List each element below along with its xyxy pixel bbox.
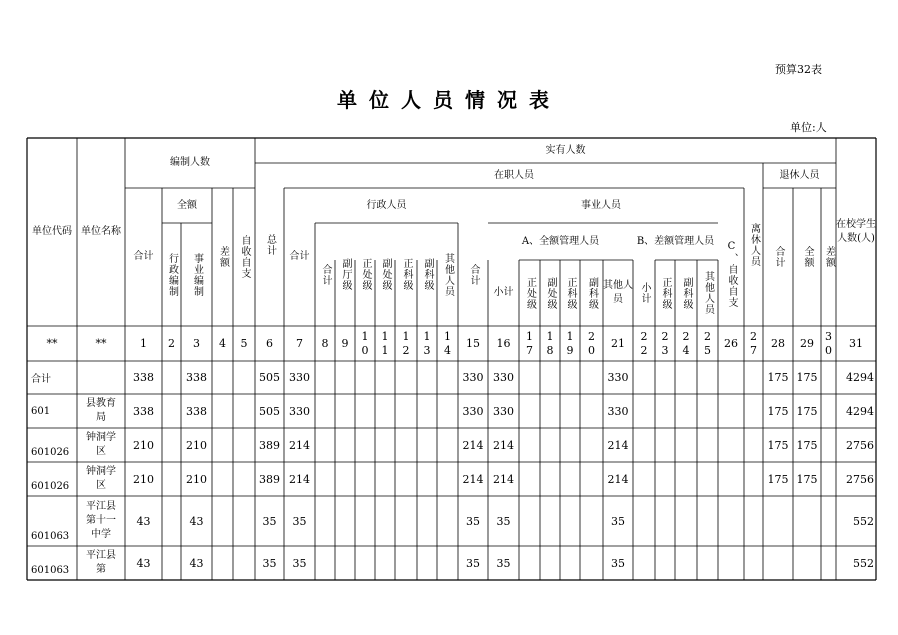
row-value-c7: 35 [292, 514, 307, 528]
row-value-c7: 214 [289, 472, 310, 486]
index-cell: 30 [822, 329, 835, 358]
header-full-funding: 全额 [177, 199, 197, 211]
row-value-c1: 43 [136, 514, 151, 528]
index-cell: 19 [563, 329, 577, 358]
row-unit-name: 钟洞学区 [86, 432, 116, 457]
row-value-c31: 552 [853, 556, 874, 570]
row-value-c16: 35 [496, 556, 511, 570]
index-cell: 14 [441, 329, 454, 358]
row-value-c21: 330 [607, 371, 629, 384]
row-value-c6: 505 [259, 404, 280, 418]
index-cell: 24 [679, 329, 693, 358]
header-public-staff: 事业人员 [581, 199, 621, 211]
header-grand-total: 总计 [264, 233, 276, 256]
index-cell: 11 [378, 329, 392, 358]
row-value-c6: 389 [259, 438, 280, 452]
row-unit-name: 钟洞学区 [86, 466, 116, 491]
row-value-c3: 43 [189, 556, 204, 570]
row-unit-code: 601063 [31, 531, 70, 542]
header-retired-diff: 差额 [823, 246, 835, 268]
header-b-subtotal: 小计 [639, 282, 650, 304]
header-group-c: C、自收自支 [726, 241, 737, 308]
row-value-c15: 214 [462, 472, 484, 486]
index-cell: 18 [543, 329, 557, 358]
page-title: 单位人员情况表 [337, 88, 561, 112]
header-admin-staff: 行政人员 [366, 199, 407, 211]
row-value-c28: 175 [767, 404, 789, 418]
header-group-a: A、全额管理人员 [521, 235, 600, 247]
row-value-c1: 338 [133, 371, 154, 384]
row-unit-code: 601026 [31, 481, 70, 492]
header-admin-total: 合计 [320, 263, 331, 286]
index-cell: 17 [523, 329, 536, 358]
header-division-chief: 正处级 [360, 258, 371, 291]
header-deputy-bureau: 副厅级 [340, 258, 351, 291]
index-cell: 7 [296, 337, 303, 350]
index-cell: 6 [266, 337, 273, 350]
header-students: 在校学生人数(人) [836, 219, 876, 244]
index-cell: 27 [747, 329, 760, 358]
header-unit-name: 单位名称 [81, 226, 121, 237]
row-value-c3: 338 [186, 404, 207, 418]
budget-table-number: 预算32表 [775, 63, 822, 76]
row-value-c29: 175 [796, 404, 818, 418]
row-value-c21: 35 [611, 514, 625, 528]
row-value-c29: 175 [796, 472, 818, 486]
row-value-c28: 175 [767, 472, 789, 486]
header-staffing-total: 合计 [133, 251, 154, 262]
header-in-service-total: 合计 [289, 251, 310, 262]
row-value-c6: 35 [262, 514, 277, 528]
row-value-c31: 2756 [846, 438, 874, 452]
row-value-c31: 4294 [846, 404, 874, 418]
row-value-c3: 210 [186, 438, 207, 452]
index-cell: 5 [240, 337, 248, 350]
row-unit-code: 601 [31, 405, 51, 417]
header-actual: 实有人数 [545, 144, 586, 156]
row-value-c1: 43 [136, 556, 151, 570]
row-value-c7: 330 [289, 404, 310, 418]
header-retired-full: 全额 [802, 246, 813, 268]
index-cell: 9 [341, 337, 349, 350]
index-cell: 22 [637, 329, 651, 358]
row-value-c7: 214 [289, 438, 310, 452]
row-value-c31: 2756 [846, 472, 874, 486]
row-value-c21: 214 [607, 438, 629, 452]
header-admin-other: 其他人员 [442, 252, 454, 297]
header-retired: 退休人员 [779, 169, 820, 181]
row-value-c1: 338 [133, 404, 154, 418]
header-a-division-chief: 正处级 [524, 276, 536, 310]
index-cell: 29 [800, 337, 814, 350]
row-value-c15: 330 [462, 371, 484, 384]
index-cell: 28 [771, 337, 785, 350]
index-cell: 10 [358, 329, 372, 358]
index-cell: 21 [611, 337, 625, 350]
index-cell: 4 [219, 337, 226, 350]
row-value-c31: 552 [853, 514, 874, 528]
header-in-service: 在职人员 [494, 169, 534, 181]
row-unit-code: 合计 [31, 374, 51, 385]
row-value-c6: 505 [259, 371, 280, 384]
index-cell: 23 [658, 329, 672, 358]
header-group-b: B、差额管理人员 [636, 235, 715, 247]
row-value-c16: 330 [493, 404, 514, 418]
index-cell: 20 [585, 329, 598, 358]
index-cell: 16 [496, 337, 511, 350]
row-value-c15: 330 [462, 404, 484, 418]
row-value-c16: 214 [493, 472, 514, 486]
header-admin-staffing: 行政编制 [166, 252, 178, 297]
row-value-c16: 214 [493, 438, 514, 452]
header-a-deputy-section: 副科级 [586, 276, 598, 310]
row-value-c15: 35 [466, 556, 480, 570]
header-public-total: 合计 [468, 263, 479, 286]
index-cell: 26 [724, 337, 738, 350]
header-unit-code: 单位代码 [32, 226, 72, 237]
header-self-funded: 自收自支 [239, 235, 250, 279]
index-cell: 3 [193, 337, 200, 350]
header-a-deputy-division: 副处级 [545, 276, 556, 310]
row-value-c7: 330 [289, 371, 310, 384]
row-unit-code: 601063 [31, 565, 70, 576]
row-value-c21: 214 [607, 472, 629, 486]
index-cell: 13 [420, 329, 434, 358]
index-cell: 12 [399, 329, 413, 358]
header-public-staffing: 事业编制 [191, 252, 203, 297]
header-retired-total: 合计 [773, 246, 784, 268]
header-deputy-section: 副科级 [422, 258, 433, 291]
row-value-c21: 35 [611, 556, 625, 570]
row-unit-code: 601026 [31, 447, 70, 458]
index-cell: 31 [849, 337, 863, 350]
row-value-c3: 43 [189, 514, 204, 528]
row-value-c6: 35 [262, 556, 277, 570]
row-value-c7: 35 [292, 556, 307, 570]
index-cell: ** [46, 337, 58, 350]
row-unit-name: 平江县第十一中学 [86, 501, 116, 540]
row-unit-name: 县教育局 [86, 398, 116, 423]
row-value-c6: 389 [259, 472, 280, 486]
header-b-section-chief: 正科级 [660, 276, 671, 310]
row-value-c31: 4294 [846, 371, 874, 384]
header-a-subtotal: 小计 [493, 287, 514, 298]
row-value-c21: 330 [607, 404, 629, 418]
index-cell: ** [95, 337, 107, 350]
header-b-deputy-section: 副科级 [681, 276, 692, 310]
row-unit-name [77, 361, 125, 394]
row-value-c29: 175 [796, 371, 818, 384]
row-value-c15: 214 [462, 438, 484, 452]
header-difference: 差额 [217, 246, 229, 268]
header-a-other: 其他人员 [603, 280, 633, 305]
row-value-c28: 175 [767, 371, 789, 384]
row-value-c16: 330 [493, 371, 514, 384]
row-value-c15: 35 [466, 514, 480, 528]
header-b-other: 其他人员 [702, 271, 714, 315]
header-staffing: 编制人数 [170, 157, 210, 168]
row-value-c29: 175 [796, 438, 818, 452]
row-unit-name: 平江县第 [86, 550, 116, 575]
row-value-c3: 210 [186, 472, 207, 486]
header-section-chief: 正科级 [401, 258, 412, 291]
header-deputy-division: 副处级 [380, 258, 391, 291]
index-cell: 25 [701, 329, 714, 358]
header-a-section-chief: 正科级 [565, 276, 576, 310]
row-value-c1: 210 [133, 438, 154, 452]
row-value-c28: 175 [767, 438, 789, 452]
row-value-c3: 338 [186, 371, 207, 384]
index-cell: 1 [140, 337, 147, 350]
header-retired-cadres: 离休人员 [748, 222, 760, 267]
index-cell: 15 [466, 337, 480, 350]
row-value-c1: 210 [133, 472, 154, 486]
unit-label: 单位:人 [790, 121, 827, 134]
index-cell: 8 [321, 337, 329, 350]
index-cell: 2 [168, 337, 175, 350]
row-value-c16: 35 [496, 514, 511, 528]
